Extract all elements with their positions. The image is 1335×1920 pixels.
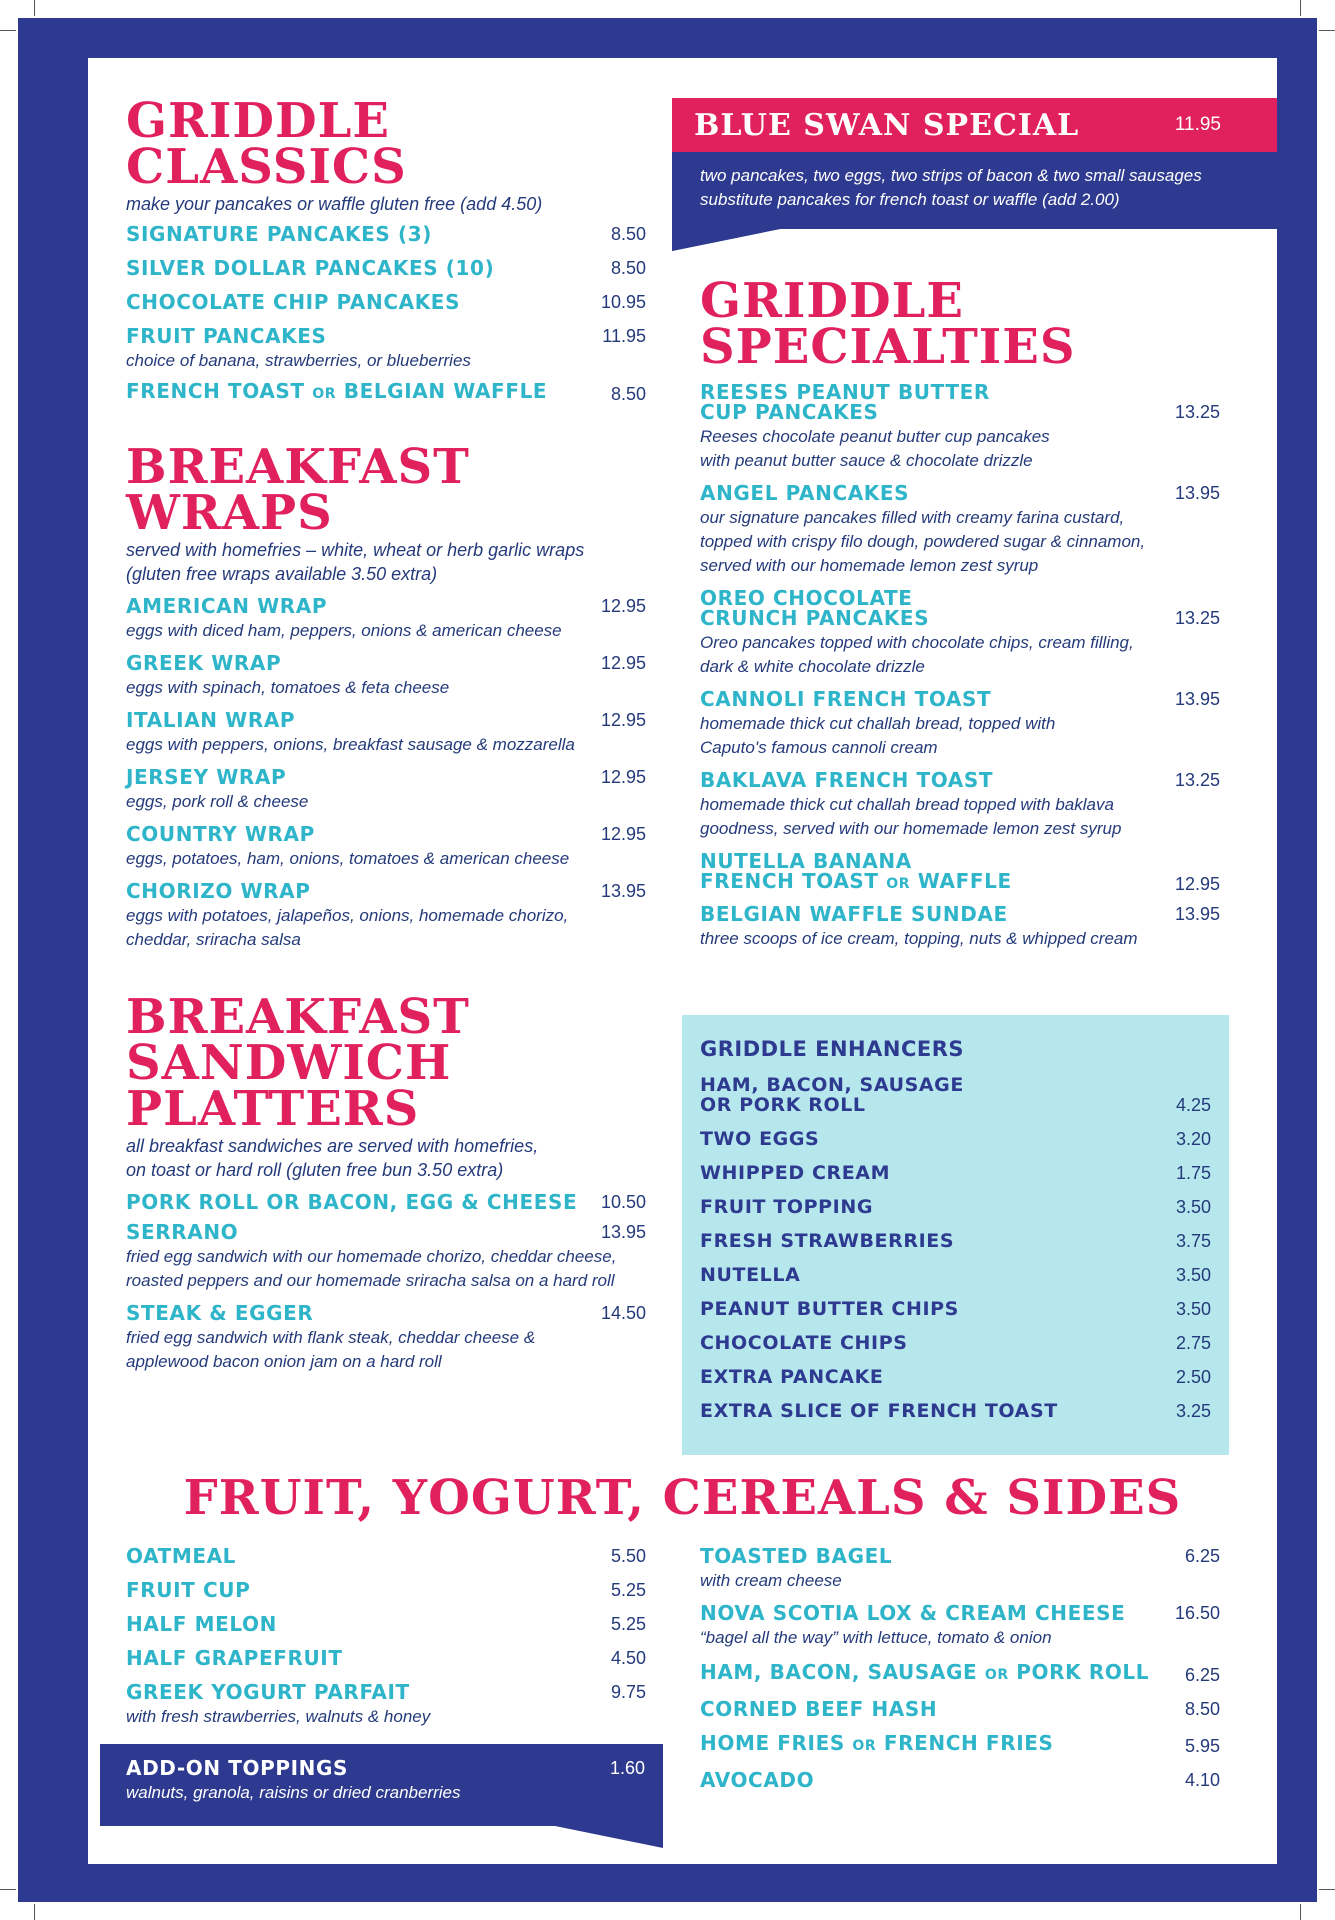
- blue-swan-special: [672, 98, 1277, 229]
- menu-item: [700, 1265, 1211, 1285]
- menu-item: [700, 1299, 1211, 1319]
- item-description: eggs with spinach, tomatoes & feta cheese: [126, 678, 450, 697]
- menu-item: [126, 1648, 646, 1668]
- item-name: AMERICAN WRAP: [126, 594, 328, 618]
- sandwich-platters-section: [126, 989, 646, 1374]
- or-word: OR: [886, 876, 911, 892]
- item-name: HAM, BACON, SAUSAGE: [700, 1074, 964, 1096]
- item-name-part: WAFFLE: [917, 869, 1012, 893]
- menu-item: [126, 1222, 646, 1293]
- item-name: BAKLAVA FRENCH TOAST: [700, 768, 994, 792]
- griddle-enhancers-box: [682, 1015, 1229, 1455]
- item-name: EXTRA SLICE OF FRENCH TOAST: [700, 1400, 1058, 1422]
- item-description: eggs with diced ham, peppers, onions & american cheese: [126, 621, 562, 640]
- section-title: BREAKFAST SANDWICH PLATTERS: [126, 989, 470, 1137]
- item-name: FRUIT TOPPING: [700, 1196, 874, 1218]
- item-name: SILVER DOLLAR PANCAKES (10): [126, 256, 495, 280]
- item-price: 9.75: [610, 1682, 646, 1702]
- item-name: NUTELLA BANANA: [700, 849, 912, 873]
- item-price: 3.25: [1175, 1401, 1211, 1421]
- item-name: FRUIT CUP: [126, 1578, 251, 1602]
- item-name: CHOCOLATE CHIPS: [700, 1332, 908, 1354]
- item-name-part: HOME FRIES: [700, 1731, 845, 1755]
- menu-item: [700, 1546, 1220, 1593]
- sides-left-column: [126, 1546, 646, 1729]
- item-price: 13.95: [600, 1222, 646, 1242]
- special-description: two pancakes, two eggs, two strips of bacon & two small sausages: [700, 166, 1202, 185]
- item-price: 13.95: [1174, 689, 1220, 709]
- item-description: eggs, potatoes, ham, onions, tomatoes & american cheese: [126, 849, 570, 868]
- menu-item: [700, 588, 1220, 679]
- item-name-part: FRENCH FRIES: [883, 1731, 1054, 1755]
- sides-right-column: [700, 1546, 1220, 1790]
- menu-item: [700, 1401, 1211, 1421]
- special-description: substitute pancakes for french toast or waffle (add 2.00): [700, 190, 1120, 209]
- menu-item: [700, 1603, 1220, 1650]
- item-price: 12.95: [600, 824, 646, 844]
- special-title: BLUE SWAN SPECIAL: [694, 107, 1080, 143]
- item-name: GREEK YOGURT PARFAIT: [126, 1680, 410, 1704]
- item-name: WHIPPED CREAM: [700, 1162, 891, 1184]
- item-description: Oreo pancakes topped with chocolate chips, cream filling, dark & white chocolate drizzle: [700, 633, 1134, 676]
- item-description: fried egg sandwich with flank steak, cheddar cheese & applewood bacon onion jam on a hard roll: [126, 1328, 536, 1371]
- menu-item: [700, 689, 1220, 760]
- item-price: 13.95: [1174, 904, 1220, 924]
- item-name-part: PORK ROLL: [1016, 1660, 1150, 1684]
- menu-item: [126, 1682, 646, 1729]
- item-price: 13.95: [1174, 483, 1220, 503]
- item-name: OATMEAL: [126, 1544, 237, 1568]
- item-price: 16.50: [1174, 1603, 1220, 1623]
- item-price: 12.95: [600, 653, 646, 673]
- menu-item: [126, 326, 646, 373]
- menu-item: [700, 1129, 1211, 1149]
- item-description: Reeses chocolate peanut butter cup pancakes with peanut butter sauce & chocolate drizzle: [700, 427, 1050, 470]
- item-name: FRUIT PANCAKES: [126, 324, 327, 348]
- item-name: CORNED BEEF HASH: [700, 1697, 938, 1721]
- item-price: 8.50: [1184, 1699, 1220, 1719]
- menu-item: [126, 1546, 646, 1566]
- ribbon-fold: [555, 1826, 663, 1848]
- griddle-classics-section: [126, 93, 646, 404]
- section-note: make your pancakes or waffle gluten free (add 4.50): [126, 194, 543, 214]
- item-description: fried egg sandwich with our homemade chorizo, cheddar cheese, roasted peppers and our homemade sriracha salsa on a hard roll: [126, 1247, 617, 1290]
- item-price: 6.25: [1184, 1665, 1220, 1685]
- item-name: TOASTED BAGEL: [700, 1544, 893, 1568]
- left-column: [126, 93, 646, 1374]
- menu-item: [700, 1367, 1211, 1387]
- item-description: eggs with peppers, onions, breakfast sausage & mozzarella: [126, 735, 575, 754]
- item-name: [126, 381, 547, 404]
- menu-item: [700, 1197, 1211, 1217]
- item-price: 8.50: [610, 224, 646, 244]
- menu-item: [126, 1580, 646, 1600]
- ribbon-fold: [672, 229, 780, 251]
- item-name: SERRANO: [126, 1220, 239, 1244]
- item-description: walnuts, granola, raisins or dried cranberries: [126, 1783, 461, 1802]
- menu-item: [126, 258, 646, 278]
- item-price: 11.95: [602, 326, 646, 346]
- crop-mark: [1319, 1889, 1335, 1890]
- section-note: all breakfast sandwiches are served with homefries, on toast or hard roll (gluten free bun 3.50 extra): [126, 1136, 539, 1180]
- item-description: our signature pancakes filled with creamy farina custard, topped with crispy filo dough, powdered sugar & cinnamon, served with our homemade lemon zest syrup: [700, 508, 1146, 575]
- item-name: PEANUT BUTTER CHIPS: [700, 1298, 959, 1320]
- or-word: OR: [984, 1667, 1009, 1683]
- menu-item: [126, 224, 646, 244]
- sides-title: FRUIT, YOGURT, CEREALS & SIDES: [183, 1470, 1182, 1526]
- menu-item: [700, 1231, 1211, 1251]
- breakfast-wraps-section: [126, 439, 646, 952]
- item-description: with cream cheese: [700, 1571, 842, 1590]
- item-name: NOVA SCOTIA LOX & CREAM CHEESE: [700, 1601, 1126, 1625]
- item-name: COUNTRY WRAP: [126, 822, 315, 846]
- item-name: NUTELLA: [700, 1264, 801, 1286]
- menu-item: [126, 1303, 646, 1374]
- item-name: EXTRA PANCAKE: [700, 1366, 884, 1388]
- item-name: STEAK & EGGER: [126, 1301, 314, 1325]
- or-word: OR: [852, 1738, 877, 1754]
- item-price: 13.25: [1174, 608, 1220, 628]
- item-description: with fresh strawberries, walnuts & honey: [126, 1707, 431, 1726]
- item-price: 2.75: [1175, 1333, 1211, 1353]
- item-name-part: BELGIAN WAFFLE: [343, 379, 548, 403]
- item-name: FRESH STRAWBERRIES: [700, 1230, 955, 1252]
- item-description: eggs with potatoes, jalapeños, onions, homemade chorizo, cheddar, sriracha salsa: [126, 906, 569, 949]
- item-name: [700, 1662, 1149, 1685]
- item-description: homemade thick cut challah bread topped with baklava goodness, served with our homemade lemon zest syrup: [700, 795, 1122, 838]
- item-description: “bagel all the way” with lettuce, tomato & onion: [700, 1628, 1052, 1647]
- menu-item: [700, 1733, 1220, 1756]
- menu-item: [700, 1699, 1220, 1719]
- menu-item: [126, 381, 646, 404]
- menu-item: [700, 1770, 1220, 1790]
- griddle-specialties-section: [700, 273, 1220, 951]
- item-name: CUP PANCAKES: [700, 400, 879, 424]
- item-price: 5.50: [610, 1546, 646, 1566]
- section-title: GRIDDLE SPECIALTIES: [700, 273, 1076, 375]
- menu-item: [700, 382, 1220, 473]
- item-name: AVOCADO: [700, 1768, 815, 1792]
- menu-item: [126, 292, 646, 312]
- menu-item: [126, 596, 646, 643]
- special-body: [672, 152, 1277, 229]
- menu-item: [700, 483, 1220, 578]
- item-price: 4.25: [1175, 1095, 1211, 1115]
- item-price: 12.95: [600, 710, 646, 730]
- item-price: 5.25: [610, 1580, 646, 1600]
- menu-item: [700, 1163, 1211, 1183]
- item-name: [700, 1733, 1054, 1756]
- item-price: 2.50: [1175, 1367, 1211, 1387]
- item-price: 14.50: [600, 1303, 646, 1323]
- item-name: TWO EGGS: [700, 1128, 820, 1150]
- menu-item: [126, 1614, 646, 1634]
- item-name-part: FRENCH TOAST: [126, 379, 305, 403]
- item-price: 12.95: [1174, 874, 1220, 894]
- item-name: ADD-ON TOPPINGS: [126, 1756, 349, 1780]
- special-price: 11.95: [1174, 114, 1221, 135]
- crop-mark: [34, 0, 35, 16]
- item-price: 10.95: [600, 292, 646, 312]
- crop-mark: [1319, 30, 1335, 31]
- item-price: 1.60: [609, 1758, 645, 1778]
- add-on-toppings: [100, 1744, 663, 1826]
- crop-mark: [34, 1904, 35, 1920]
- item-price: 4.10: [1184, 1770, 1220, 1790]
- item-price: 8.50: [610, 258, 646, 278]
- item-name: ANGEL PANCAKES: [700, 481, 910, 505]
- section-note: served with homefries – white, wheat or herb garlic wraps (gluten free wraps available 3.50 extra): [126, 540, 585, 584]
- item-price: 13.25: [1174, 770, 1220, 790]
- item-name: [700, 871, 1012, 894]
- menu-item: [700, 851, 1220, 894]
- section-title: BREAKFAST WRAPS: [126, 439, 470, 541]
- or-word: OR: [312, 386, 337, 402]
- item-price: 3.50: [1175, 1265, 1211, 1285]
- item-name: OR PORK ROLL: [700, 1094, 866, 1116]
- enhancers-title: GRIDDLE ENHANCERS: [700, 1037, 964, 1061]
- item-description: choice of banana, strawberries, or blueberries: [126, 351, 471, 370]
- right-column: [700, 273, 1220, 951]
- item-name: HALF MELON: [126, 1612, 277, 1636]
- item-name: OREO CHOCOLATE: [700, 586, 913, 610]
- menu-item: [126, 767, 646, 814]
- item-price: 13.25: [1174, 402, 1220, 422]
- item-name: SIGNATURE PANCAKES (3): [126, 222, 432, 246]
- item-name: JERSEY WRAP: [126, 765, 287, 789]
- item-price: 8.50: [610, 384, 646, 404]
- item-name: GREEK WRAP: [126, 651, 282, 675]
- item-price: 12.95: [600, 767, 646, 787]
- item-description: eggs, pork roll & cheese: [126, 792, 309, 811]
- item-name: ITALIAN WRAP: [126, 708, 296, 732]
- crop-mark: [0, 30, 16, 31]
- item-price: 3.50: [1175, 1197, 1211, 1217]
- item-name-part: FRENCH TOAST: [700, 869, 879, 893]
- item-name: CHORIZO WRAP: [126, 879, 311, 903]
- item-name: CANNOLI FRENCH TOAST: [700, 687, 992, 711]
- item-price: 5.25: [610, 1614, 646, 1634]
- item-name: REESES PEANUT BUTTER: [700, 380, 990, 404]
- menu-item: [700, 1662, 1220, 1685]
- section-title: GRIDDLE CLASSICS: [126, 93, 407, 195]
- crop-mark: [1300, 1904, 1301, 1920]
- crop-mark: [1300, 0, 1301, 16]
- menu-item: [126, 881, 646, 952]
- item-name: PORK ROLL OR BACON, EGG & CHEESE: [126, 1190, 578, 1214]
- item-price: 12.95: [600, 596, 646, 616]
- menu-item: [700, 1333, 1211, 1353]
- item-price: 3.75: [1175, 1231, 1211, 1251]
- item-name: CHOCOLATE CHIP PANCAKES: [126, 290, 461, 314]
- item-name-part: HAM, BACON, SAUSAGE: [700, 1660, 978, 1684]
- item-price: 3.20: [1175, 1129, 1211, 1149]
- item-price: 10.50: [600, 1192, 646, 1212]
- menu-item: [126, 1192, 646, 1212]
- item-price: 13.95: [600, 881, 646, 901]
- item-description: three scoops of ice cream, topping, nuts & whipped cream: [700, 929, 1138, 948]
- menu-item: [126, 824, 646, 871]
- item-price: 5.95: [1184, 1736, 1220, 1756]
- item-price: 1.75: [1175, 1163, 1211, 1183]
- menu-item: [700, 904, 1220, 951]
- menu-item: [700, 770, 1220, 841]
- item-price: 3.50: [1175, 1299, 1211, 1319]
- item-name: CRUNCH PANCAKES: [700, 606, 930, 630]
- item-price: 4.50: [610, 1648, 646, 1668]
- crop-mark: [0, 1889, 16, 1890]
- item-name: BELGIAN WAFFLE SUNDAE: [700, 902, 1008, 926]
- menu-item: [126, 653, 646, 700]
- item-price: 6.25: [1184, 1546, 1220, 1566]
- item-description: homemade thick cut challah bread, topped with Caputo's famous cannoli cream: [700, 714, 1056, 757]
- menu-item: [700, 1075, 1211, 1115]
- menu-item: [126, 710, 646, 757]
- item-name: HALF GRAPEFRUIT: [126, 1646, 343, 1670]
- special-header: [672, 98, 1277, 152]
